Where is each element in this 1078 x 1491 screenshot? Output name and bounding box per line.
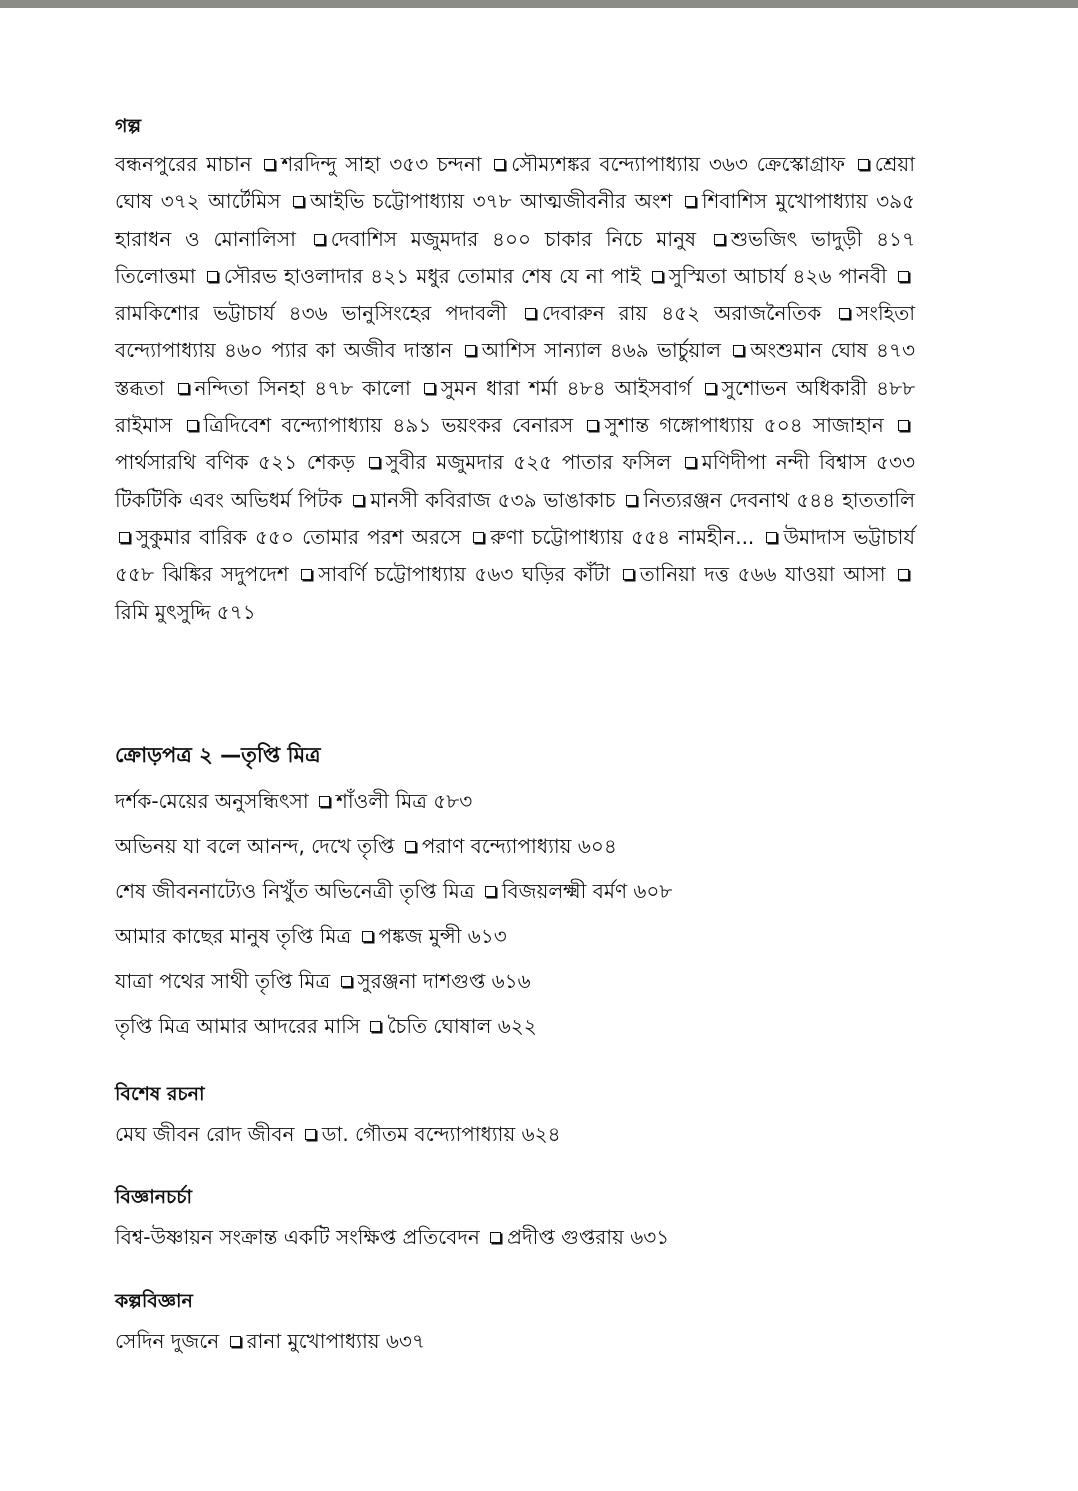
- entry-title: কালো: [362, 375, 411, 400]
- entry-title: শেকড়: [306, 450, 355, 475]
- box-separator-icon: [490, 1232, 501, 1243]
- bigyan-entries: [115, 1217, 915, 1257]
- entry-title: স্তব্ধতা: [115, 375, 165, 400]
- box-separator-icon: [264, 159, 275, 170]
- entry-page: ৬১৬: [491, 969, 531, 993]
- section-heading: বিজ্ঞানচর্চা: [115, 1186, 193, 1208]
- entry-author: রিমি মুৎসুদ্দি: [115, 599, 211, 624]
- top-bar: [0, 0, 1078, 8]
- entry-author: সৌরভ হাওলাদার: [223, 263, 364, 288]
- entry-title: প্যার কা অজীব দাস্তান: [271, 338, 453, 363]
- entry-author: উমাদাস ভট্টাচার্য: [783, 524, 916, 549]
- entry-title: যাত্রা পথের সাথী তৃপ্তি মিত্র: [115, 969, 331, 993]
- entry-title: চন্দনা: [437, 152, 482, 176]
- toc-entry: [115, 1217, 915, 1257]
- toc-entry: [115, 869, 915, 914]
- entry-page: ৫০৪: [763, 413, 803, 438]
- kolpobigyan-entries: [115, 1321, 915, 1361]
- entry-author: আইভি চট্টোপাধ্যায়: [310, 189, 465, 214]
- entry-author: দেবারুন রায়: [541, 301, 648, 326]
- box-separator-icon: [207, 271, 218, 282]
- entry-author: রুণা চট্টোপাধ্যায়: [490, 524, 623, 549]
- krorpatra-entries: [115, 779, 915, 1049]
- box-separator-icon: [314, 234, 325, 245]
- toc-entry: [115, 779, 915, 824]
- toc-entry: [115, 152, 428, 176]
- entry-title: আর্টেমিস: [208, 189, 281, 214]
- entry-title: তৃপ্তি মিত্র আমার আদরের মাসি: [115, 1014, 361, 1038]
- entry-title: সাজাহান: [812, 413, 884, 438]
- entry-author: শুভজিৎ ভাদুড়ী: [730, 226, 863, 251]
- box-separator-icon: [370, 1021, 381, 1032]
- entry-title: তিলোত্তমা: [115, 263, 196, 288]
- box-separator-icon: [341, 976, 352, 987]
- entry-author: নিত্যরঞ্জন দেবনাথ: [643, 487, 790, 512]
- entry-author: মণিদীপা নন্দী বিশ্বাস: [701, 450, 867, 475]
- section-heading: ক্রোড়পত্র ২ —তৃপ্তি মিত্র: [115, 743, 321, 767]
- entry-author: শিবাশিস মুখোপাধ্যায়: [701, 189, 868, 214]
- entry-page: ৫৮৩: [433, 789, 473, 813]
- entry-title: ক্রেস্কোগ্রাফ: [756, 152, 846, 176]
- entry-title: হারাধন ও মোনালিসা: [115, 226, 296, 251]
- entry-title: যাওয়া আসা: [785, 562, 886, 587]
- toc-entry: [302, 525, 670, 549]
- entry-page: ৪৭৩: [876, 338, 916, 363]
- entry-page: ৫২৫: [513, 450, 553, 475]
- entry-author: সুশোভন অধিকারী: [721, 375, 868, 400]
- toc-entry: [615, 376, 915, 400]
- box-separator-icon: [424, 383, 435, 394]
- entry-author: শাঁওলী মিত্র: [336, 789, 427, 813]
- box-separator-icon: [353, 495, 364, 506]
- toc-entry: [437, 152, 748, 176]
- section-bigyan: [115, 1183, 915, 1257]
- box-separator-icon: [187, 420, 198, 431]
- box-separator-icon: [525, 308, 536, 319]
- entry-page: ৪৬৯: [609, 338, 649, 363]
- entry-author: ডা. গৌতম বন্দ্যোপাধ্যায়: [321, 1122, 516, 1146]
- toc-entry: [115, 1114, 915, 1154]
- entry-author: প্রদীপ্ত গুপ্তরায়: [507, 1225, 624, 1249]
- toc-entry: [115, 227, 531, 251]
- entry-author: চৈতি ঘোষাল: [387, 1014, 492, 1038]
- entry-page: ৬১৩: [467, 924, 507, 948]
- entry-page: ৬২২: [497, 1014, 537, 1038]
- entry-title: ভানুসিংহের পদাবলী: [341, 301, 507, 326]
- toc-entry: [115, 1004, 915, 1049]
- box-separator-icon: [898, 569, 909, 580]
- toc-entry: [115, 264, 409, 288]
- entry-author: পঙ্কজ মুন্সী: [378, 924, 462, 948]
- entry-title: মধুর তোমার শেষ যে না পাই: [416, 263, 641, 288]
- box-separator-icon: [685, 196, 696, 207]
- entry-author: সাবর্ণি চট্টোপাধ্যায়: [318, 562, 466, 587]
- box-separator-icon: [685, 457, 696, 468]
- entry-title: টিকটিকি এবং অভিধর্ম পিটক: [115, 487, 343, 512]
- entry-page: ৫৩৩: [876, 450, 916, 475]
- entry-page: ৪০০: [492, 226, 531, 251]
- section-bishesh: [115, 1080, 915, 1154]
- entry-page: ৬২৪: [521, 1122, 561, 1146]
- box-separator-icon: [485, 886, 496, 897]
- box-separator-icon: [766, 532, 777, 543]
- entry-title: ভাঙাকাচ: [543, 487, 616, 512]
- entry-page: ৩৭৮: [472, 189, 512, 214]
- entry-page: ৬০৪: [577, 834, 617, 858]
- box-separator-icon: [362, 931, 373, 942]
- entry-author: সুশান্ত গঙ্গোপাধ্যায়: [604, 413, 754, 438]
- toc-entry: [271, 338, 648, 362]
- entry-page: ৫৫০: [255, 524, 295, 549]
- entry-title: বিশ্ব-উষ্ণায়ন সংক্রান্ত একটি সংক্ষিপ্ত প্রতিবেদন: [115, 1225, 480, 1249]
- box-separator-icon: [178, 383, 189, 394]
- entry-title: সেদিন দুজনে: [115, 1329, 220, 1353]
- entry-page: ৪৮৮: [876, 375, 916, 400]
- section-kolpobigyan: [115, 1287, 915, 1361]
- box-separator-icon: [623, 569, 634, 580]
- entry-title: মেঘ জীবন রোদ জীবন: [115, 1122, 295, 1146]
- toc-entry: [115, 824, 915, 869]
- entry-page: ৪৬০: [224, 338, 264, 363]
- box-separator-icon: [473, 532, 484, 543]
- entry-page: ৪১৭: [876, 226, 916, 251]
- entry-page: ৩৫৩: [389, 152, 429, 176]
- toc-entry: [115, 413, 431, 437]
- box-separator-icon: [652, 271, 663, 282]
- box-separator-icon: [898, 271, 909, 282]
- toc-entry: [115, 1321, 915, 1361]
- toc-entry: [115, 488, 537, 512]
- entry-page: ৬৩১: [630, 1225, 670, 1249]
- entry-title: অরাজনৈতিক: [714, 301, 822, 326]
- entry-title: দর্শক-মেয়ের অনুসন্ধিৎসা: [115, 789, 309, 813]
- toc-entry: [522, 562, 777, 586]
- entry-author: সংহিতা বন্দ্যোপাধ্যায়: [115, 301, 915, 363]
- entry-author: রানা মুখোপাধ্যায়: [246, 1329, 380, 1353]
- box-separator-icon: [494, 159, 505, 170]
- box-separator-icon: [898, 420, 909, 431]
- entry-title: ভয়ংকর বেনারস: [441, 413, 574, 438]
- golpo-entries: [115, 146, 915, 631]
- entry-page: ৫৬৬: [737, 562, 777, 587]
- toc-entry: [115, 959, 915, 1004]
- box-separator-icon: [858, 159, 869, 170]
- entry-page: ৪২১: [370, 263, 410, 288]
- entry-title: অভিনয় যা বলে আনন্দ, দেখে তৃপ্তি: [115, 834, 395, 858]
- entry-author: সৌম্যশঙ্কর বন্দ্যোপাধ্যায়: [511, 152, 701, 176]
- box-separator-icon: [405, 841, 416, 852]
- section-heading: গল্প: [115, 115, 142, 137]
- entry-author: পার্থসারথি বণিক: [115, 450, 249, 475]
- entry-page: ৬৩৭: [385, 1329, 425, 1353]
- box-separator-icon: [465, 345, 476, 356]
- entry-author: শরদিন্দু সাহা: [281, 152, 381, 176]
- entry-title: আত্মজীবনীর অংশ: [520, 189, 673, 214]
- entry-title: হাততালি: [842, 487, 916, 512]
- entry-title: শেষ জীবননাট্যেও নিখুঁত অভিনেত্রী তৃপ্তি মিত্র: [115, 879, 475, 903]
- entry-title: ঘড়ির কাঁটা: [521, 562, 611, 587]
- toc-entry: [416, 264, 831, 288]
- toc-entry: [545, 227, 915, 251]
- entry-page: ৫৪৪: [796, 487, 836, 512]
- section-krorpatra: [115, 737, 915, 1049]
- entry-title: পাতার ফসিল: [561, 450, 672, 475]
- entry-page: ৫৬৩: [474, 562, 514, 587]
- entry-author: সুরঞ্জনা দাশগুপ্ত: [357, 969, 486, 993]
- section-heading: বিশেষ রচনা: [115, 1083, 205, 1105]
- entry-author: রামকিশোর ভট্টাচার্য: [115, 301, 275, 326]
- toc-entry: [115, 914, 915, 959]
- entry-author: সুমন ধারা শর্মা: [440, 375, 558, 400]
- entry-title: বন্ধনপুরের মাচান: [115, 152, 252, 176]
- box-separator-icon: [587, 420, 598, 431]
- entry-title: রাইমাস: [115, 413, 173, 438]
- entry-page: ৫৫৮: [115, 562, 154, 587]
- entry-title: ভার্চুয়াল: [657, 338, 721, 363]
- entry-page: ৫৩৯: [497, 487, 537, 512]
- entry-author: অংশুমান ঘোষ: [750, 338, 868, 363]
- entry-title: চাকার নিচে মানুষ: [544, 226, 697, 251]
- entry-author: আশিস সান্যাল: [481, 338, 602, 363]
- box-separator-icon: [714, 234, 725, 245]
- entry-title: ঝিঙ্কির সদুপদেশ: [162, 562, 289, 587]
- entry-title: নামহীন...: [678, 524, 755, 549]
- toc-entry: [362, 376, 605, 400]
- entry-title: আমার কাছের মানুষ তৃপ্তি মিত্র: [115, 924, 352, 948]
- entry-page: ৩৬৩: [708, 152, 748, 176]
- entry-page: ৪৫২: [661, 301, 701, 326]
- entry-page: ৪২৬: [792, 263, 832, 288]
- toc-entry: [562, 450, 915, 474]
- toc-entry: [442, 413, 803, 437]
- entry-page: ৪৮৪: [566, 375, 606, 400]
- section-heading: কল্পবিজ্ঞান: [115, 1290, 193, 1312]
- toc-entry: [544, 488, 836, 512]
- entry-title: তোমার পরশ অরসে: [302, 524, 462, 549]
- box-separator-icon: [319, 796, 330, 807]
- box-separator-icon: [369, 457, 380, 468]
- entry-page: ৪৩৬: [288, 301, 328, 326]
- bishesh-entries: [115, 1114, 915, 1154]
- entry-author: তানিয়া দত্ত: [639, 562, 730, 587]
- box-separator-icon: [301, 569, 312, 580]
- box-separator-icon: [305, 1129, 316, 1140]
- entry-author: সুবীর মজুমদার: [385, 450, 504, 475]
- toc-entry: [208, 189, 511, 213]
- entry-author: শ্রেয়া ঘোষ: [115, 152, 915, 214]
- box-separator-icon: [839, 308, 850, 319]
- box-separator-icon: [293, 196, 304, 207]
- entry-author: পরাণ বন্দ্যোপাধ্যায়: [421, 834, 572, 858]
- box-separator-icon: [626, 495, 637, 506]
- entry-author: সুকুমার বারিক: [136, 524, 247, 549]
- box-separator-icon: [230, 1336, 241, 1347]
- entry-author: নন্দিতা সিনহা: [194, 375, 306, 400]
- entry-author: মানসী কবিরাজ: [370, 487, 491, 512]
- toc-entry: [115, 376, 353, 400]
- entry-page: ৩৭২: [160, 189, 200, 214]
- toc-entry: [162, 562, 513, 586]
- section-golpo: [115, 112, 915, 631]
- box-separator-icon: [733, 345, 744, 356]
- box-separator-icon: [119, 532, 130, 543]
- entry-title: পানবী: [838, 263, 887, 288]
- box-separator-icon: [705, 383, 716, 394]
- entry-page: ৪৯১: [392, 413, 432, 438]
- entry-page: ৪৭৮: [314, 375, 354, 400]
- entry-page: ৫৭১: [216, 599, 256, 624]
- entry-author: বিজয়লক্ষ্মী বর্মণ: [501, 879, 628, 903]
- entry-author: ত্রিদিবেশ বন্দ্যোপাধ্যায়: [203, 413, 383, 438]
- toc-entry: [342, 301, 701, 325]
- entry-page: ৩৯৫: [876, 189, 916, 214]
- entry-author: সুস্মিতা আচার্য: [668, 263, 786, 288]
- entry-page: ৫২১: [258, 450, 298, 475]
- toc-entry: [520, 189, 915, 213]
- entry-page: ৬০৮: [633, 879, 673, 903]
- entry-author: দেবাশিস মজুমদার: [330, 226, 479, 251]
- toc-entry: [657, 338, 915, 362]
- entry-title: আইসবার্গ: [614, 375, 692, 400]
- toc-entry: [307, 450, 553, 474]
- entry-page: ৫৫৪: [631, 524, 671, 549]
